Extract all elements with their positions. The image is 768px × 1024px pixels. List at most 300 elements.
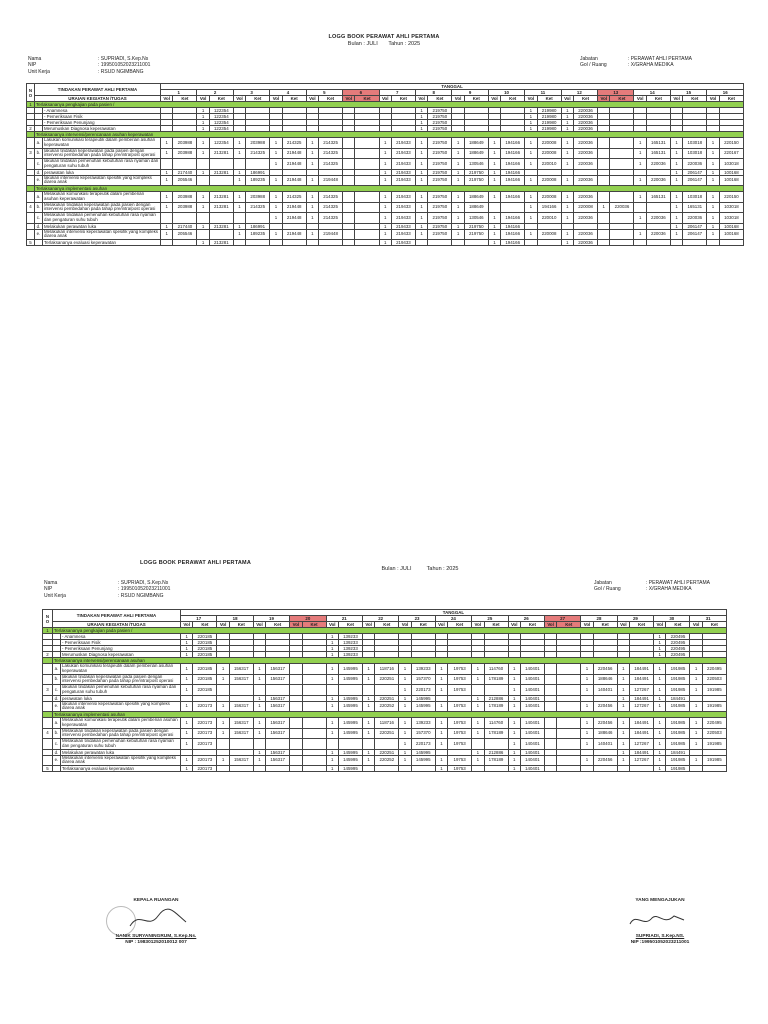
vol-cell: 1 [161,229,173,240]
vol-cell: 1 [488,213,500,224]
ket-cell: 100168 [719,223,743,229]
vol-cell: 1 [415,120,427,126]
vol-cell: 1 [561,159,573,170]
page2-title-block [140,560,370,567]
ket-cell: 219750 [464,169,488,175]
ket-cell: 219433 [391,202,415,213]
ket-cell: 191985 [666,674,690,685]
ket-cell: 220495 [666,652,690,658]
vol-cell: 1 [561,202,573,213]
row-number: 2 [43,652,53,658]
ket-cell: 145995 [338,718,362,729]
row-sub-letter: d. [53,749,61,755]
ket-cell: 145995 [338,749,362,755]
vol-cell: 1 [561,108,573,114]
ket-cell: 220185 [193,640,217,646]
ket-header: Ket [702,622,726,628]
day-header: 5 [306,90,342,96]
ket-cell: 206147 [683,223,707,229]
gol-value-2: : X/GRAHA MEDIKA [646,586,692,593]
ket-cell: 139233 [338,646,362,652]
activity-text: Melakukan tindakan pemenuhan kebutuhan rasa nyaman dan pengaturan suhu tubuh [43,213,161,224]
ket-header: Ket [719,96,743,102]
vol-cell: 1 [634,175,646,186]
vol-header: Vol [670,96,682,102]
vol-cell: 1 [690,718,702,729]
ket-cell: 165131 [646,192,670,203]
vol-cell: 1 [472,728,484,739]
ket-header: Ket [266,622,290,628]
ket-cell: 194166 [501,148,525,159]
vol-cell: 1 [525,126,537,132]
vol-cell: 1 [452,169,464,175]
vol-cell: 1 [217,755,229,766]
ket-cell: 118716 [375,664,399,675]
table-row [27,192,744,203]
vol-cell: 1 [670,169,682,175]
ket-cell: 219980 [537,114,561,120]
row-number [27,213,35,224]
ket-cell: 220036 [574,126,598,132]
ket-cell: 213281 [209,148,233,159]
vol-cell: 1 [435,728,447,739]
vol-cell: 1 [181,701,193,712]
vol-cell: 1 [253,749,265,755]
vol-cell: 1 [362,728,374,739]
ket-cell [338,685,362,696]
vol-cell: 1 [217,718,229,729]
ket-cell [355,148,379,159]
day-header: 4 [270,90,306,96]
ket-cell: 186991 [246,223,270,229]
vol-cell: 1 [690,685,702,696]
ket-cell: 220185 [193,646,217,652]
vol-header: Vol [343,96,355,102]
ket-cell: 103018 [719,213,743,224]
vol-cell: 1 [379,202,391,213]
ket-cell [302,739,326,750]
ket-cell: 127267 [630,701,654,712]
vol-cell: 1 [379,240,391,246]
ket-cell: 219750 [428,114,452,120]
row-sub-letter: a. [35,192,43,203]
ket-cell: 203988 [173,148,197,159]
page1-title-block [284,34,484,48]
ket-cell: 194166 [537,202,561,213]
vol-cell: 1 [581,701,593,712]
ket-cell: 188649 [464,202,488,213]
vol-cell: 1 [326,634,338,640]
vol-cell: 1 [617,728,629,739]
ket-cell: 184491 [630,695,654,701]
row-number: 4 [27,202,35,213]
vol-cell: 1 [362,701,374,712]
activity-text: Merumuskan Diagnosa keperawatan [43,126,161,132]
page1-identity-left [28,56,150,75]
page1-doc-title: LOGG BOOK PERAWAT AHLI PERTAMA [328,34,440,40]
ket-cell [557,674,581,685]
ket-cell: 140401 [593,685,617,696]
vol-cell [690,766,702,772]
vol-cell: 1 [508,674,520,685]
vol-cell [670,240,682,246]
ket-cell: 184491 [630,664,654,675]
ket-cell [229,685,253,696]
ket-cell [610,213,634,224]
ket-cell: 219433 [391,159,415,170]
col-header-action: TINDAKAN PERAWAT AHLI PERTAMA [35,84,161,96]
vol-cell: 1 [654,695,666,701]
ket-cell: 188646 [593,674,617,685]
vol-cell: 1 [181,685,193,696]
vol-cell: 1 [654,685,666,696]
vol-cell: 1 [598,202,610,213]
ket-cell: 220173 [411,685,435,696]
vol-cell [161,159,173,170]
ket-cell: 140401 [520,685,544,696]
ket-cell: 140401 [520,739,544,750]
ket-cell: 118716 [375,718,399,729]
vol-cell: 1 [270,229,282,240]
vol-cell: 1 [617,749,629,755]
ket-cell: 214325 [246,202,270,213]
unit-value: : RSUD NGIMBANG [98,68,144,75]
vol-header: Vol [306,96,318,102]
vol-cell [343,192,355,203]
vol-cell [197,159,209,170]
vol-cell: 1 [233,148,245,159]
ket-cell: 220008 [537,148,561,159]
vol-cell: 1 [362,674,374,685]
vol-cell: 1 [452,229,464,240]
ket-cell: 219750 [428,108,452,114]
vol-cell [544,739,556,750]
vol-cell: 1 [581,755,593,766]
row-number [27,192,35,203]
row-sub-letter [53,766,61,772]
vol-cell: 1 [161,175,173,186]
activity-text: - Pemeriksaan Fisik [43,114,161,120]
ket-cell: 219433 [391,175,415,186]
vol-cell: 1 [399,728,411,739]
row-sub-letter: a. [53,718,61,729]
ket-cell: 140401 [520,664,544,675]
ket-cell: 205546 [173,229,197,240]
section-heading: Terlaksananya pengkajian pada pasien / [35,102,744,108]
ket-cell: 220036 [646,159,670,170]
vol-cell: 1 [399,695,411,701]
vol-header: Vol [435,622,447,628]
vol-cell: 1 [508,749,520,755]
ket-cell: 191985 [666,728,690,739]
vol-cell: 1 [617,718,629,729]
vol-cell [362,739,374,750]
ket-cell: 145995 [338,664,362,675]
ket-cell [610,229,634,240]
vol-cell [161,213,173,224]
ket-cell: 219750 [428,159,452,170]
head-of-ward-signature-area [96,904,216,934]
table-row [43,664,727,675]
ket-cell: 219448 [319,229,343,240]
vol-header: Vol [544,622,556,628]
vol-cell: 1 [525,159,537,170]
unit-label-2: Unit Kerja [44,592,66,599]
ket-cell: 140401 [593,739,617,750]
vol-cell: 1 [415,126,427,132]
vol-cell [217,739,229,750]
day-header: 10 [488,90,524,96]
vol-cell: 1 [270,192,282,203]
ket-cell: 206147 [683,229,707,240]
ket-cell: 212886 [484,749,508,755]
vol-cell: 1 [561,192,573,203]
ket-cell [355,213,379,224]
vol-cell: 1 [452,148,464,159]
vol-cell: 1 [233,192,245,203]
activity-text: - Pemeriksaan Penunjang [43,120,161,126]
ket-header: Ket [391,96,415,102]
vol-cell: 1 [379,192,391,203]
ket-cell [173,213,197,224]
ket-cell [428,240,452,246]
vol-cell: 1 [435,685,447,696]
vol-cell: 1 [508,701,520,712]
vol-cell: 1 [452,175,464,186]
ket-cell: 191985 [666,766,690,772]
ket-cell: 194166 [501,223,525,229]
vol-cell: 1 [326,664,338,675]
vol-cell: 1 [670,159,682,170]
ket-cell: 220495 [666,634,690,640]
vol-cell: 1 [379,138,391,149]
ket-cell: 194166 [501,175,525,186]
vol-header: Vol [690,622,702,628]
ket-cell: 220456 [593,755,617,766]
vol-header: Vol [399,622,411,628]
vol-cell: 1 [415,223,427,229]
row-sub-letter: c. [53,685,61,696]
ket-cell: 122354 [209,126,233,132]
ket-cell [646,202,670,213]
row-number: 3 [27,148,35,159]
vol-cell: 1 [670,213,682,224]
ket-cell: 220008 [537,175,561,186]
activity-text: Terlaksananya evaluasi keperawatan [43,240,161,246]
name-value: : SUPRIADI, S.Kep.Ns [98,56,149,62]
day-header: 13 [598,90,634,96]
vol-cell: 1 [270,213,282,224]
ket-cell: 139233 [338,640,362,646]
vol-cell: 1 [617,695,629,701]
ket-cell: 219750 [464,223,488,229]
day-header: 20 [290,616,326,622]
ket-cell: 220252 [375,755,399,766]
vol-cell [343,159,355,170]
vol-header: Vol [415,96,427,102]
vol-cell: 1 [707,148,719,159]
ket-header: Ket [411,622,435,628]
vol-cell [326,685,338,696]
vol-cell: 1 [415,213,427,224]
vol-cell: 1 [326,728,338,739]
ket-cell [355,175,379,186]
vol-header: Vol [634,96,646,102]
vol-cell: 1 [561,229,573,240]
vol-cell: 1 [435,664,447,675]
vol-cell: 1 [654,739,666,750]
vol-cell: 1 [181,718,193,729]
vol-cell: 1 [197,223,209,229]
page2-doc-title: LOGG BOOK PERAWAT AHLI PERTAMA [140,560,252,566]
vol-cell [290,718,302,729]
vol-cell [161,240,173,246]
ket-cell: 214325 [319,192,343,203]
ket-cell: 220503 [702,728,726,739]
vol-cell: 1 [306,175,318,186]
activity-text: Melakukan tindakan keperawatan pada pasien dengan intervensi pembedahan pada tahap pre/intra/post operasi [43,202,161,213]
vol-cell: 1 [306,159,318,170]
ket-cell: 156317 [266,755,290,766]
ket-cell [719,240,743,246]
ket-cell [610,148,634,159]
vol-cell: 1 [399,739,411,750]
section-heading: Terlaksananya intervensi/perencanaan asuhan keperawatan [35,132,744,138]
row-sub-letter: a. [35,138,43,149]
vol-cell: 1 [452,223,464,229]
ket-cell: 194166 [501,229,525,240]
vol-cell: 1 [379,223,391,229]
row-number: 4 [43,728,53,739]
ket-cell: 156317 [229,701,253,712]
ket-cell: 194166 [501,138,525,149]
vol-cell: 1 [270,138,282,149]
ket-cell [302,664,326,675]
vol-header: Vol [217,622,229,628]
ket-cell: 219433 [391,148,415,159]
ket-cell: 220036 [574,240,598,246]
vol-cell: 1 [654,674,666,685]
vol-cell: 1 [270,148,282,159]
page2-period [340,566,500,573]
vol-cell [326,739,338,750]
ket-cell: 194166 [501,213,525,224]
ket-cell: 156317 [266,664,290,675]
row-number [43,755,53,766]
vol-cell: 1 [508,739,520,750]
day-header: 8 [415,90,451,96]
table-row [27,202,744,213]
ket-cell: 100168 [719,169,743,175]
ket-cell: 219750 [428,213,452,224]
ket-cell: 213281 [209,223,233,229]
activity-text: Melakukan tindakan pemenuhan kebutuhan rasa nyaman dan pengaturan suhu tubuh [61,739,181,750]
ket-cell: 220456 [593,718,617,729]
vol-cell: 1 [326,755,338,766]
vol-cell: 1 [488,229,500,240]
vol-cell: 1 [670,138,682,149]
vol-cell: 1 [399,685,411,696]
ket-cell: 191985 [702,701,726,712]
col-header-no: N O [27,84,35,102]
vol-cell: 1 [181,728,193,739]
ket-cell: 19753 [448,718,472,729]
ket-cell: 156317 [266,695,290,701]
ket-cell: 103018 [719,202,743,213]
jabatan-label: Jabatan [580,56,598,62]
vol-header: Vol [290,622,302,628]
col-header-activity: URAIAN KEGIATAN /TUGAS [53,622,181,628]
ket-cell: 194166 [501,192,525,203]
ket-cell [246,159,270,170]
vol-cell: 1 [379,159,391,170]
ket-cell: 139233 [338,652,362,658]
vol-cell: 1 [415,108,427,114]
vol-cell [233,159,245,170]
vol-cell: 1 [508,766,520,772]
table-row [43,685,727,696]
ket-cell: 122354 [209,114,233,120]
ket-cell: 219750 [428,148,452,159]
row-number: 1 [43,628,53,634]
vol-cell: 1 [561,148,573,159]
ket-cell [557,728,581,739]
vol-cell: 1 [670,175,682,186]
vol-cell: 1 [670,192,682,203]
table-row [27,229,744,240]
ket-cell: 130546 [464,159,488,170]
ket-cell: 220495 [666,646,690,652]
vol-cell: 1 [707,223,719,229]
table-row [27,175,744,186]
ket-cell: 219433 [391,229,415,240]
vol-header: Vol [488,96,500,102]
ket-cell [355,202,379,213]
vol-cell: 1 [399,674,411,685]
col-header-no: N O [43,610,53,628]
ket-cell [593,766,617,772]
vol-header: Vol [233,96,245,102]
ket-cell: 140401 [520,701,544,712]
ket-cell: 178189 [484,674,508,685]
vol-cell [197,175,209,186]
ket-cell [646,240,670,246]
ket-cell: 220036 [574,108,598,114]
vol-cell [290,728,302,739]
vol-cell: 1 [415,114,427,120]
ket-header: Ket [501,96,525,102]
vol-cell: 1 [326,646,338,652]
ket-cell [173,159,197,170]
activity-text: lakukan tindakan keperawatan pada pasien dengan intervensi pembedahan pada tahap pre/intra/post operasi [43,148,161,159]
ket-cell: 127267 [630,755,654,766]
ket-cell: 220008 [537,192,561,203]
vol-cell: 1 [561,114,573,120]
ket-cell: 220173 [193,718,217,729]
vol-cell: 1 [253,718,265,729]
vol-cell: 1 [399,749,411,755]
row-sub-letter: e. [35,175,43,186]
vol-cell: 1 [525,108,537,114]
vol-cell [343,240,355,246]
ket-cell: 220036 [574,213,598,224]
vol-cell: 1 [379,175,391,186]
col-header-activity: URAIAN KEGIATAN /TUGAS [35,96,161,102]
ket-cell: 220036 [610,202,634,213]
ket-cell: 219448 [319,175,343,186]
row-number [43,739,53,750]
vol-cell: 1 [326,652,338,658]
